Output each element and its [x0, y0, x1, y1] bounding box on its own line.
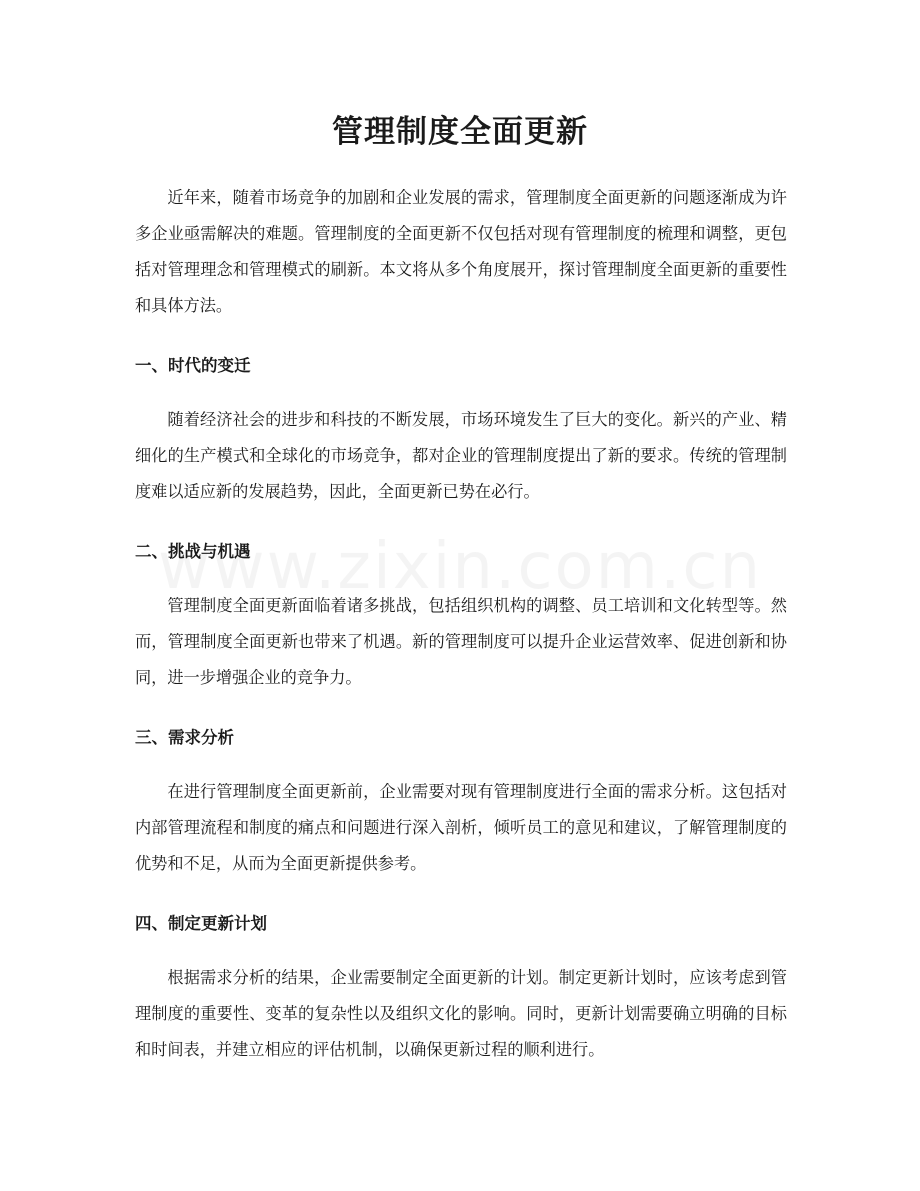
section-heading-1: 一、时代的变迁: [135, 356, 251, 375]
section-body-4: 根据需求分析的结果，企业需要制定全面更新的计划。制定更新计划时，应该考虑到管理制度的重要性、变革的复杂性以及组织文化的影响。同时，更新计划需要确立明确的目标和时间表，并建立相应的评估机制，以确保更新过程的顺利进行。: [135, 968, 787, 1059]
page-title: 管理制度全面更新: [332, 114, 588, 150]
section-heading-3: 三、需求分析: [135, 728, 234, 747]
section-heading-4: 四、制定更新计划: [135, 914, 267, 933]
intro-paragraph: 近年来，随着市场竞争的加剧和企业发展的需求，管理制度全面更新的问题逐渐成为许多企业亟需解决的难题。管理制度的全面更新不仅包括对现有管理制度的梳理和调整，更包括对管理理念和管理模式的刷新。本文将从多个角度展开，探讨管理制度全面更新的重要性和具体方法。: [135, 188, 787, 315]
section-body-3: 在进行管理制度全面更新前，企业需要对现有管理制度进行全面的需求分析。这包括对内部管理流程和制度的痛点和问题进行深入剖析，倾听员工的意见和建议，了解管理制度的优势和不足，从而为全面更新提供参考。: [135, 782, 787, 873]
document-body: [135, 180, 787, 1068]
section-body-1: 随着经济社会的进步和科技的不断发展，市场环境发生了巨大的变化。新兴的产业、精细化的生产模式和全球化的市场竞争，都对企业的管理制度提出了新的要求。传统的管理制度难以适应新的发展趋势，因此，全面更新已势在必行。: [135, 410, 787, 501]
section-body-2: 管理制度全面更新面临着诸多挑战，包括组织机构的调整、员工培训和文化转型等。然而，管理制度全面更新也带来了机遇。新的管理制度可以提升企业运营效率、促进创新和协同，进一步增强企业的竞争力。: [135, 596, 787, 687]
section-heading-2: 二、挑战与机遇: [135, 542, 251, 561]
